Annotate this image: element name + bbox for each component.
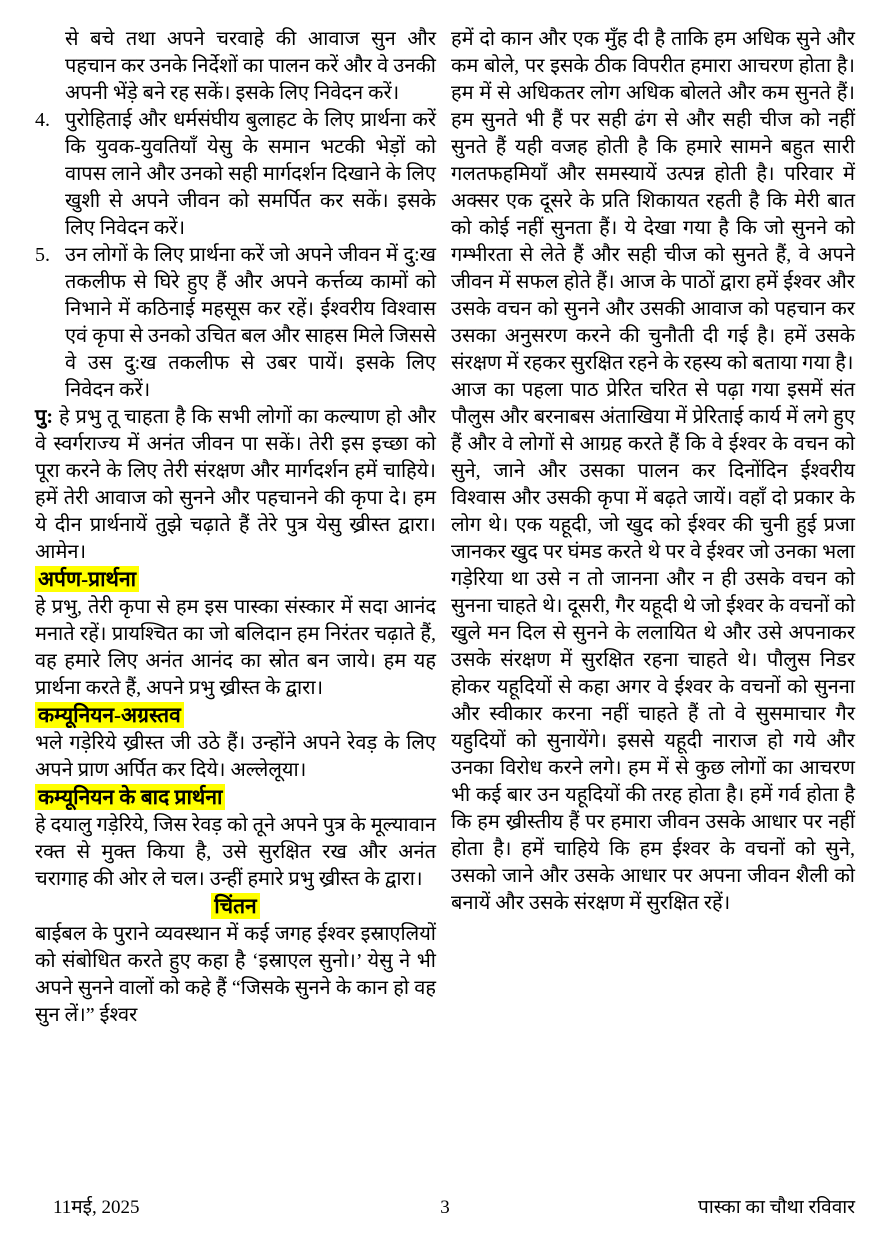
body-paragraph: हमें दो कान और एक मुँह दी है ताकि हम अधिक सुने और कम बोले, पर इसके ठीक विपरीत हमारा आचरण होता है। हम में से अधिकतर लोग अधिक बोलते और कम सुनते हैं। हम सुनते भी हैं पर सही ढंग से और सही चीज को नहीं सुनते हैं यही वजह होती है कि हमारे सामने बहुत सारी गलतफहमियाँ और समस्यायें उत्पन्न होती है। परिवार में अक्सर एक दूसरे के प्रति शिकायत रहती है कि मेरी बात को कोई नहीं सुनता हैं। ये देखा गया है कि जो सुनने को गम्भीरता से लेते हैं और सही चीज को सुनते हैं, वे अपने जीवन में सफल होते हैं। आज के पाठों द्वारा हमें ईश्वर और उसके वचन को सुनने और उसकी आवाज को पहचान कर उसका अनुसरण करने की चुनौती दी गई है। हमें उसके संरक्षण में रहकर सुरक्षित रहने के रहस्य को बताया गया है। [451,28,855,374]
left-column [35,26,436,1029]
response-label: पु: [35,406,54,428]
list-item [35,26,436,107]
list-item-text: पुरोहिताई और धर्मसंघीय बुलाहट के लिए प्रार्थना करें कि युवक-युवतियाँ येसु के समान भटकी भेड़ों को वापस लाने और उनको सही मार्गदर्शन दिखाने के लिए खुशी से अपने जीवन को समर्पित कर सकें। इसके लिए निवेदन करें। [65,109,436,239]
section-text: हे दयालु गड़ेरिये, जिस रेवड़ को तूने अपने पुत्र के मूल्यावान रक्त से मुक्त किया है, उसे सुरक्षित रख और अनंत चरागाह की ओर ले चल। उन्हीं हमारे प्रभु ख्रीस्त के द्वारा। [35,814,436,890]
reflection-text: बाईबल के पुराने व्यवस्थान में कई जगह ईश्वर इस्राएलियों को संबोधित करते हुए कहा है ‘इस्राएल सुनो।’ येसु ने भी अपने सुनने वालों को कहे हैं “जिसके सुनने के कान हो वह सुन लें।” ईश्वर [35,923,436,1026]
section-heading-row [35,702,436,730]
response-paragraph [35,404,436,566]
section-heading-prayer-after-communion: कम्यूनियन के बाद प्रार्थना [35,784,225,810]
section-heading-row [35,566,436,594]
section-heading-row [35,893,436,921]
list-item-text: से बचे तथा अपने चरवाहे की आवाज सुन और पहचान कर उनके निर्देशों का पालन करें और वे उनकी अपनी भेंड़े बने रह सकें। इसके लिए निवेदन करें। [65,28,436,104]
section-heading-offering-prayer: अर्पण-प्रार्थना [35,566,139,592]
two-column-layout [35,26,855,1029]
list-item-number: 5. [35,244,50,266]
footer-date: 11मई, 2025 [53,1197,140,1218]
footer-title: पास्का का चौथा रविवार [698,1197,855,1218]
section-heading-communion-antiphon: कम्यूनियन-अग्रस्तव [35,702,184,728]
list-item [35,107,436,242]
response-text: हे प्रभु तू चाहता है कि सभी लोगों का कल्याण हो और वे स्वर्गराज्य में अनंत जीवन पा सकें। तेरी इस इच्छा को पूरा करने के लिए तेरी संरक्षण और मार्गदर्शन हमें चाहिये। हमें तेरी आवाज को सुनने और पहचानने की कृपा दे। हम ये दीन प्रार्थनायें तुझे चढ़ाते हैं तेरे पुत्र येसु ख्रीस्त द्वारा। आमेन। [35,406,436,563]
section-text: हे प्रभु, तेरी कृपा से हम इस पास्का संस्कार में सदा आनंद मनाते रहें। प्रायश्चित का जो बलिदान हम निरंतर चढ़ाते हैं, वह हमारे लिए अनंत आनंद का स्रोत बन जाये। हम यह प्रार्थना करते हैं, अपने प्रभु ख्रीस्त के द्वारा। [35,596,436,699]
section-text: भले गड़ेरिये ख्रीस्त जी उठे हैं। उन्होंने अपने रेवड़ के लिए अपने प्राण अर्पित कर दिये। अल्लेलूया। [35,732,436,781]
body-paragraph: आज का पहला पाठ प्रेरित चरित से पढ़ा गया इसमें संत पौलुस और बरनाबस अंताखिया में प्रेरिताई कार्य में लगे हुए हैं और वे लोगों से आग्रह करते हैं कि वे ईश्वर के वचन को सुने, जाने और उसका पालन कर दिनोंदिन ईश्वरीय विश्वास और उसकी कृपा में बढ़ते जायें। वहाँ दो प्रकार के लोग थे। एक यहूदी, जो खुद को ईश्वर की चुनी हुई प्रजा जानकर खुद पर घंमड करते थे पर वे ईश्वर जो उनका भला गड़ेरिया था उसे न तो जानना और न ही उसके वचन को सुनना चाहते थे। दूसरी, गैर यहूदी थे जो ईश्वर के वचनों को खुले मन दिल से सुनने के ललायित थे और उसे अपनाकर उसके संरक्षण में सुरक्षित रहना चाहते थे। पौलुस निडर होकर यहूदियों से कहा अगर वे ईश्वर के वचनों को सुनना और स्वीकार करना नहीं चाहते हैं तो वे सुसमाचार गैर यहुदियों को सुनायेंगे। इससे यहूदी नाराज हो गये और उनका विरोध करने लगे। हम में से कुछ लोगों का आचरण भी कई बार उन यहूदियों की तरह होता है। हमें गर्व होता है कि हम ख्रीस्तीय हैं पर हमारा जीवन उसके आधार पर नहीं होता है। हमें चाहिये कि हम ईश्वर के वचनों को सुने, उसको जाने और उसके आधार पर अपना जीवन शैली को बनायें और उसके संरक्षण में सुरक्षित रहें। [451,379,855,914]
section-heading-reflection: चिंतन [211,893,259,919]
list-item-text: उन लोगों के लिए प्रार्थना करें जो अपने जीवन में दु:ख तकलीफ से घिरे हुए हैं और अपने कर्त्तव्य कामों को निभाने में कठिनाई महसूस कर रहें। ईश्वरीय विश्वास एवं कृपा से उनको उचित बल और साहस मिले जिससे वे उस दु:ख तकलीफ से उबर पायें। इसके लिए निवेदन करें। [65,244,436,401]
list-item [35,242,436,404]
section-heading-row [35,784,436,812]
list-item-number: 4. [35,109,50,131]
right-column [451,26,855,1029]
footer-page-number: 3 [440,1197,450,1218]
